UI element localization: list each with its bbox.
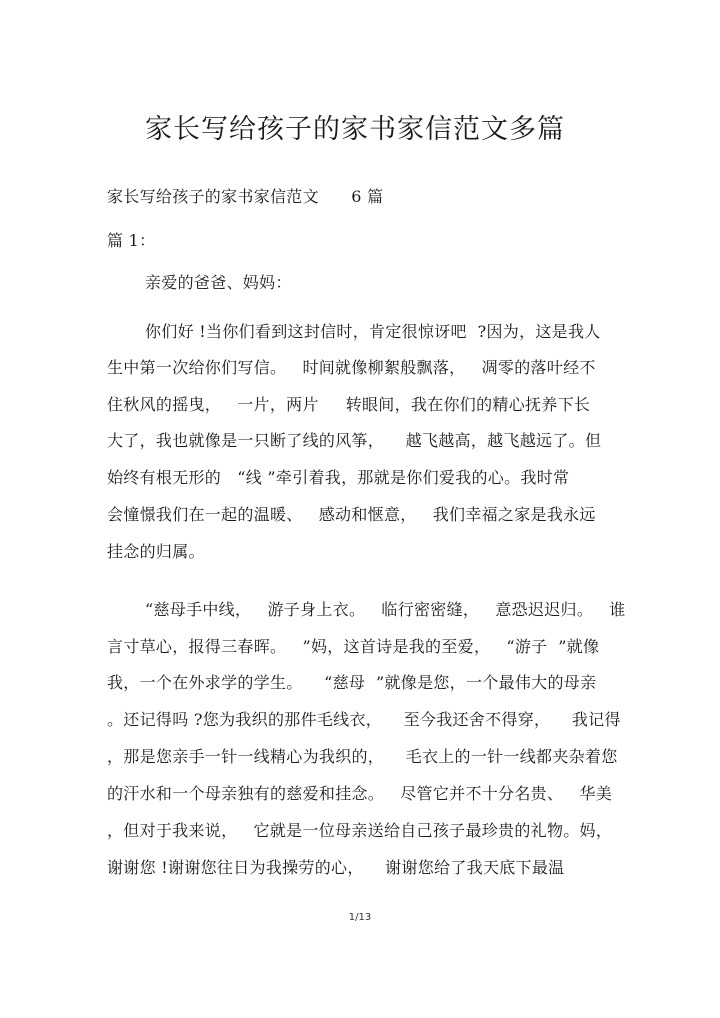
section-label: 篇 1：	[107, 231, 156, 250]
paragraph1-line: 大了，我也就像是一只断了线的风筝， 越飞越高，越飞越远了。但	[107, 431, 602, 450]
greeting: 亲爱的爸爸、妈妈：	[145, 273, 292, 292]
document-title: 家长写给孩子的家书家信范文多篇	[145, 114, 565, 145]
paragraph1-line: 你们好 !当你们看到这封信时，肯定很惊讶吧 ?因为，这是我人	[145, 322, 601, 341]
paragraph1-line: 挂念的归属。	[107, 542, 205, 561]
paragraph1-line: 会憧憬我们在一起的温暖、 感动和惬意， 我们幸福之家是我永远	[107, 505, 596, 524]
paragraph2-line: ，那是您亲手一针一线精心为我织的， 毛衣上的一针一线都夹杂着您	[107, 747, 618, 766]
paragraph1-line: 始终有根无形的 “线 ”牵引着我，那就是你们爱我的心。我时常	[107, 468, 570, 487]
paragraph2-line: 言寸草心，报得三春晖。 ”妈，这首诗是我的至爱， “游子 ”就像	[107, 637, 600, 656]
document-subtitle: 家长写给孩子的家书家信范文 6 篇	[107, 187, 384, 206]
paragraph2-line: 我，一个在外求学的学生。 “慈母 ”就像是您，一个最伟大的母亲	[107, 673, 597, 692]
paragraph2-line: 谢谢您 !谢谢您往日为我操劳的心， 谢谢您给了我天底下最温	[107, 858, 565, 877]
paragraph2-line: “慈母手中线， 游子身上衣。 临行密密缝， 意恐迟迟归。 谁	[145, 600, 626, 619]
page-number: 1/13	[348, 912, 372, 923]
paragraph2-line: ，但对于我来说， 它就是一位母亲送给自己孩子最珍贵的礼物。妈，	[107, 821, 613, 840]
paragraph2-line: 的汗水和一个母亲独有的慈爱和挂念。 尽管它并不十分名贵、 华美	[107, 784, 613, 803]
paragraph2-line: 。还记得吗 ?您为我织的那件毛线衣， 至今我还舍不得穿， 我记得	[107, 710, 621, 729]
paragraph1-line: 住秋风的摇曳， 一片，两片 转眼间，我在你们的精心抚养下长	[107, 395, 591, 414]
paragraph1-line: 生中第一次给你们写信。 时间就像柳絮般飘落， 凋零的落叶经不	[107, 358, 596, 377]
